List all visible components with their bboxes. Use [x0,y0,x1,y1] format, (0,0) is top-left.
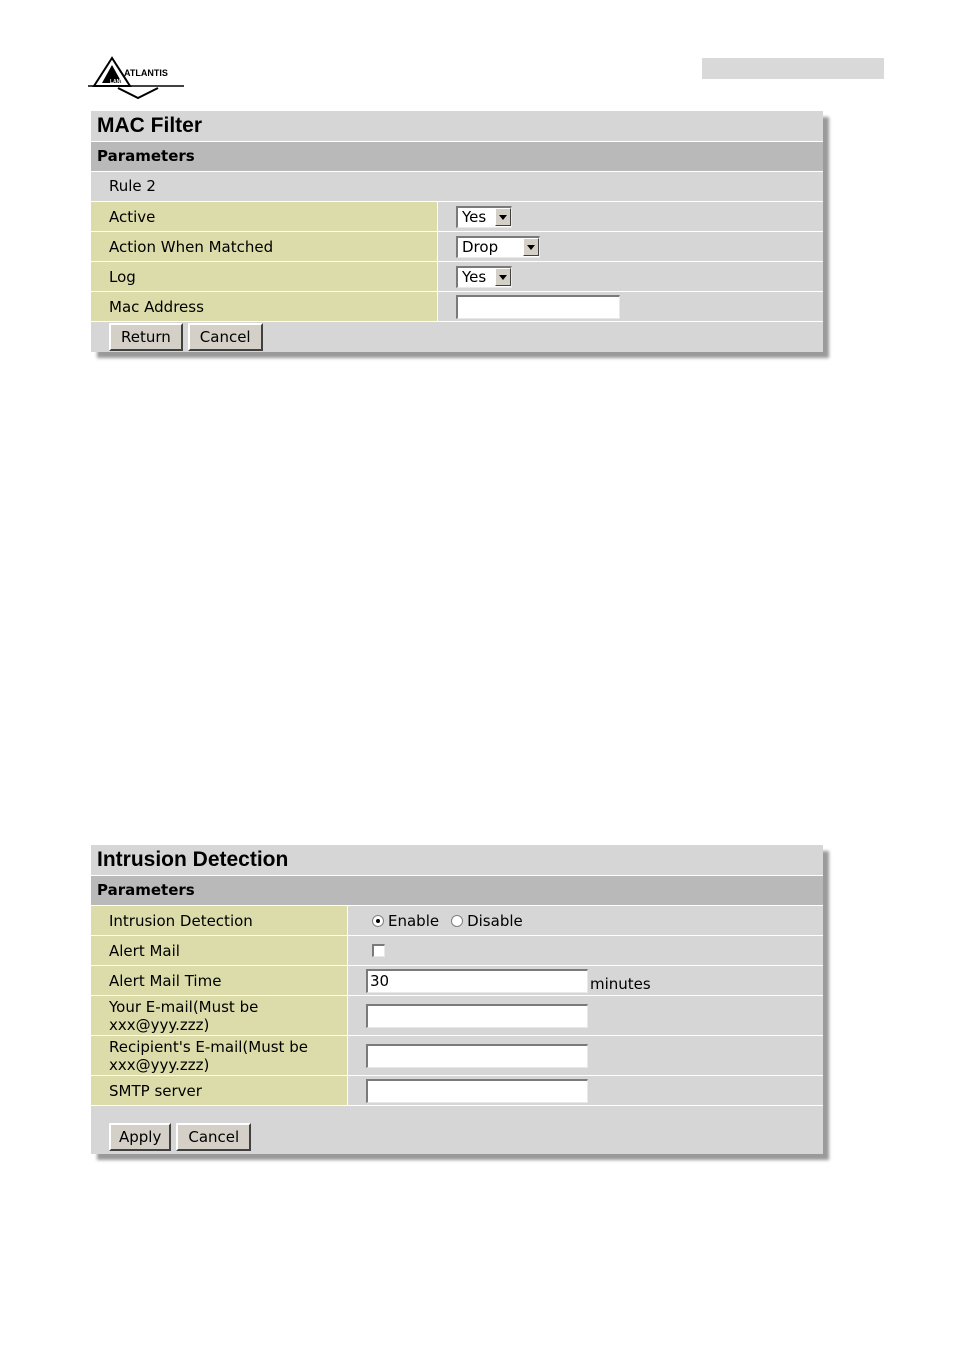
action-label: Action When Matched [91,232,438,261]
logo-sub: LAND [110,79,124,85]
atlantis-logo [88,56,188,102]
alert-mail-cell [348,936,823,965]
cancel-button[interactable]: Cancel [176,1123,251,1151]
your-email-row [91,996,823,1036]
apply-button[interactable]: Apply [109,1123,171,1151]
action-select[interactable] [456,236,540,258]
return-button[interactable]: Return [109,323,183,351]
log-select-value: Yes [462,268,487,286]
recipient-email-label-line1: Recipient's E-mail(Must be [109,1037,308,1056]
log-select[interactable] [456,266,512,288]
your-email-label-line1: Your E-mail(Must be [109,997,259,1016]
alert-time-input[interactable] [366,969,588,993]
active-select-value: Yes [462,208,487,226]
log-row [91,262,823,292]
smtp-row [91,1076,823,1106]
alert-mail-label: Alert Mail [91,936,348,965]
alert-time-row [91,966,823,996]
your-email-label-line2: xxx@yyy.zzz) [109,1015,210,1034]
recipient-email-label [91,1036,348,1075]
your-email-input[interactable] [366,1004,588,1028]
header-bar [702,58,884,79]
cancel-button[interactable]: Cancel [188,323,263,351]
intrusion-buttons [91,1106,823,1154]
mac-filter-title: MAC Filter [91,111,823,142]
chevron-down-icon [495,268,511,286]
alert-mail-checkbox[interactable] [372,944,385,957]
recipient-email-label-line2: xxx@yyy.zzz) [109,1055,210,1074]
mac-label: Mac Address [91,292,438,321]
logo-text: ATLANTIS [124,68,168,78]
active-cell [438,202,823,231]
detection-cell [348,906,823,935]
enable-radio[interactable] [372,915,384,927]
disable-radio[interactable] [451,915,463,927]
mac-row [91,292,823,322]
chevron-down-icon [495,208,511,226]
action-cell [438,232,823,261]
active-select[interactable] [456,206,512,228]
active-label: Active [91,202,438,231]
disable-radio-label: Disable [467,911,523,930]
mac-cell [438,292,823,321]
intrusion-section: Parameters [91,876,823,906]
mac-filter-panel [91,111,823,352]
mac-filter-section: Parameters [91,142,823,172]
log-label: Log [91,262,438,291]
intrusion-title: Intrusion Detection [91,845,823,876]
smtp-cell [348,1076,823,1105]
alert-time-unit: minutes [590,974,651,993]
rule-label: Rule 2 [91,172,823,202]
detection-row [91,906,823,936]
detection-label: Intrusion Detection [91,906,348,935]
enable-radio-label: Enable [388,911,440,930]
smtp-server-input[interactable] [366,1079,588,1103]
mac-filter-buttons [91,322,823,352]
your-email-label [91,996,348,1035]
chevron-down-icon [523,238,539,256]
action-row [91,232,823,262]
alert-time-label: Alert Mail Time [91,966,348,995]
smtp-label: SMTP server [91,1076,348,1105]
action-select-value: Drop [462,238,499,256]
mac-address-input[interactable] [456,295,620,319]
your-email-cell [348,996,823,1035]
alert-mail-row [91,936,823,966]
intrusion-detection-panel [91,845,823,1154]
recipient-email-input[interactable] [366,1044,588,1068]
log-cell [438,262,823,291]
alert-time-cell [348,966,823,995]
active-row [91,202,823,232]
recipient-email-cell [348,1036,823,1075]
recipient-email-row [91,1036,823,1076]
